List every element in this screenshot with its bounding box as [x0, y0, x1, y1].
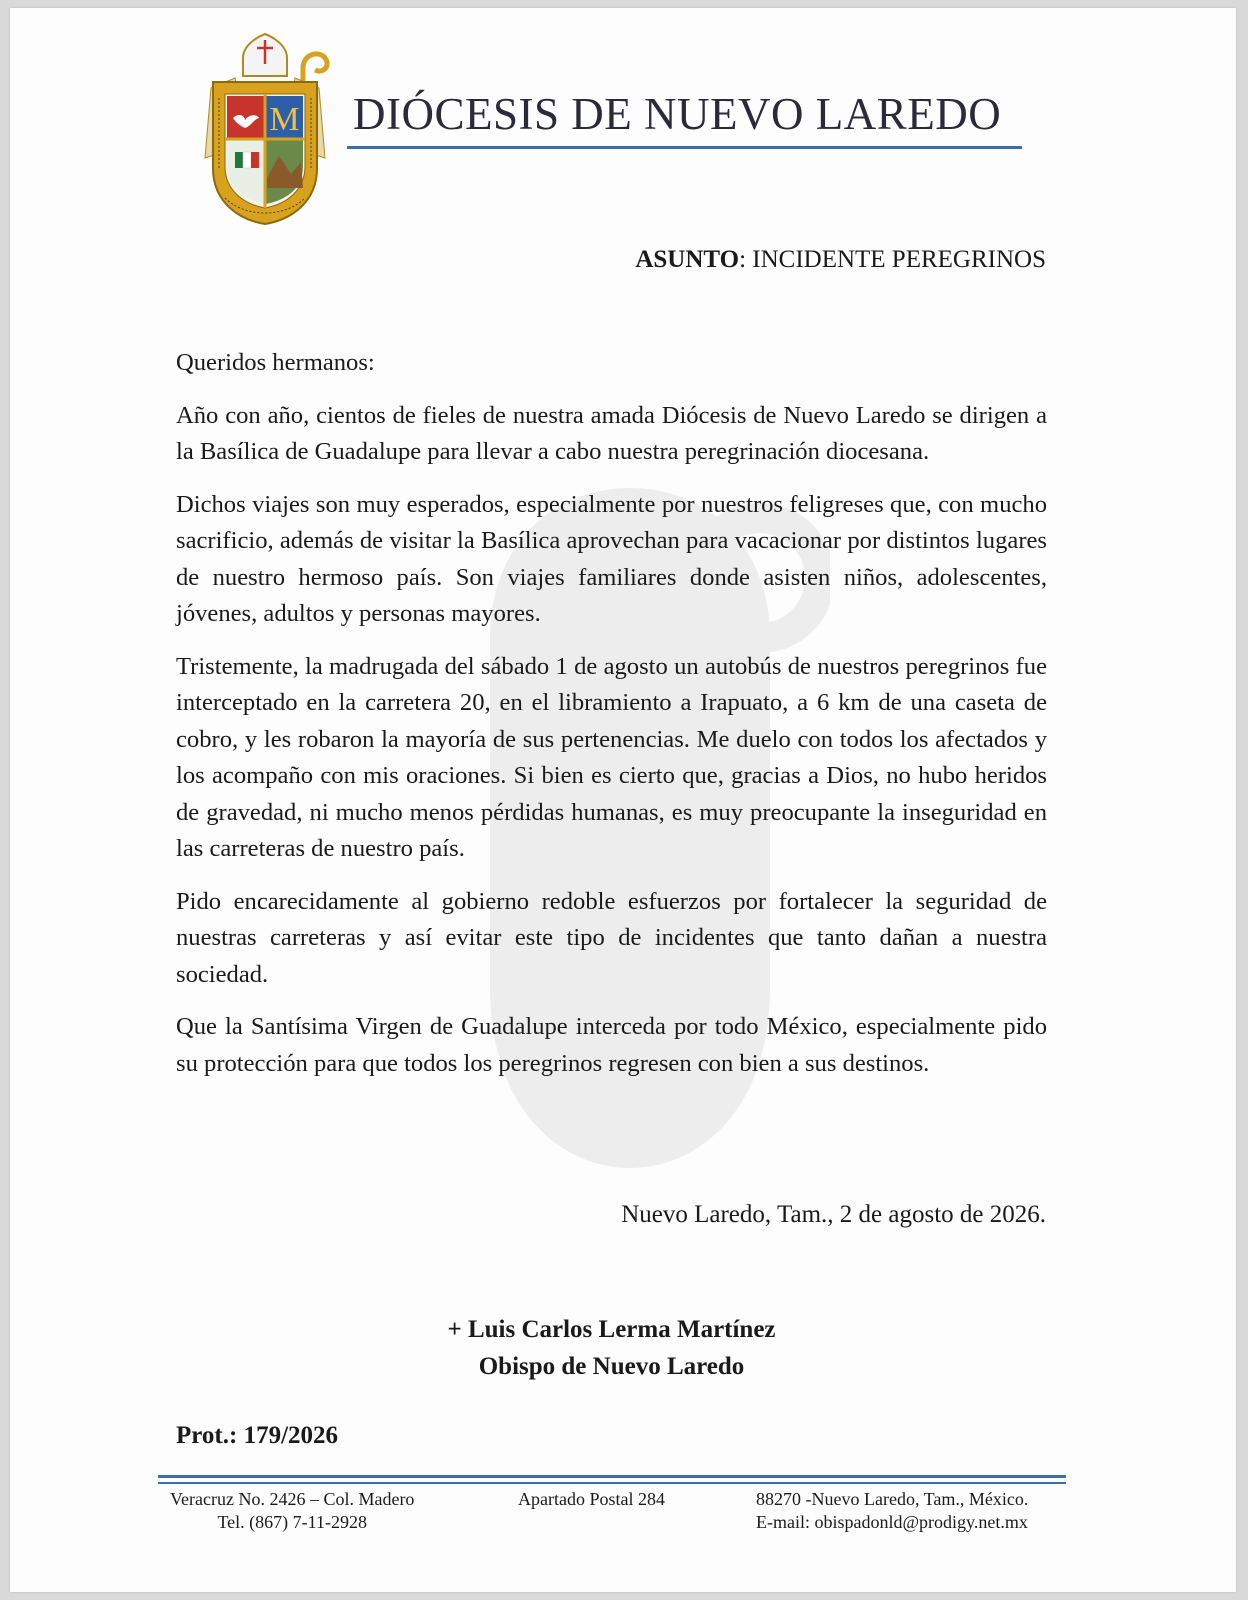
- paragraph: Dichos viajes son muy esperados, especialmente por nuestros feligreses que, con mucho sacrificio, además de visitar la Basílica aprovechan para vacacionar por distintos lugares de nuestro hermoso país. Son viajes familiares donde asisten niños, adolescentes, jóvenes, adultos y personas mayores.: [176, 490, 1047, 627]
- footer-address: [170, 1488, 414, 1534]
- letter-body: [176, 345, 1047, 1098]
- diocese-title: DIÓCESIS DE NUEVO LAREDO: [353, 89, 1002, 139]
- footer-email: E-mail: obispadonld@prodigy.net.mx: [756, 1512, 1028, 1532]
- signatory-role: Obispo de Nuevo Laredo: [478, 1353, 745, 1380]
- subject-value: : INCIDENTE PEREGRINOS: [739, 246, 1046, 273]
- footer-city: 88270 -Nuevo Laredo, Tam., México.: [756, 1489, 1029, 1509]
- greeting: Queridos hermanos:: [176, 349, 375, 376]
- footer-street: Veracruz No. 2426 – Col. Madero: [170, 1489, 415, 1509]
- subject-label: ASUNTO: [635, 246, 740, 273]
- paragraph: Que la Santísima Virgen de Guadalupe interceda por todo México, especialmente pido su protección para que todos los peregrinos regresen con bien a sus destinos.: [176, 1013, 1047, 1077]
- letter-page: [10, 8, 1236, 1592]
- footer-divider: [158, 1482, 1066, 1484]
- place-date: Nuevo Laredo, Tam., 2 de agosto de 2026.: [621, 1201, 1046, 1228]
- paragraph: Pido encarecidamente al gobierno redoble esfuerzos por fortalecer la seguridad de nuestras carreteras y así evitar este tipo de incidentes que tanto dañan a nuestra sociedad.: [176, 887, 1047, 988]
- signature-block: [176, 1311, 1047, 1385]
- footer-po-box: [518, 1488, 665, 1511]
- diocese-crest-icon: [195, 28, 335, 228]
- footer-divider: [158, 1475, 1066, 1478]
- subject-line: [635, 246, 1046, 274]
- title-divider: [347, 146, 1022, 149]
- footer-contact: [756, 1488, 1028, 1534]
- paragraph: Tristemente, la madrugada del sábado 1 de agosto un autobús de nuestros peregrinos fue interceptado en la carretera 20, en el libramiento a Irapuato, a 6 km de una caseta de cobro, y les robaron la mayoría de sus pertenencias. Me duelo con todos los afectados y los acompaño con mis oraciones. Si bien es cierto que, gracias a Dios, no hubo heridos de gravedad, ni mucho menos pérdidas humanas, es muy preocupante la inseguridad en las carreteras de nuestro país.: [176, 652, 1047, 862]
- footer-po-box-text: Apartado Postal 284: [518, 1489, 665, 1509]
- footer-phone: Tel. (867) 7-11-2928: [217, 1512, 367, 1532]
- crest-letter: M: [269, 101, 300, 138]
- protocol-number: Prot.: 179/2026: [176, 1422, 339, 1449]
- signatory-name: + Luis Carlos Lerma Martínez: [447, 1316, 776, 1343]
- letterhead: [195, 28, 1045, 243]
- paragraph: Año con año, cientos de fieles de nuestra amada Diócesis de Nuevo Laredo se dirigen a la Basílica de Guadalupe para llevar a cabo nuestra peregrinación diocesana.: [176, 401, 1047, 465]
